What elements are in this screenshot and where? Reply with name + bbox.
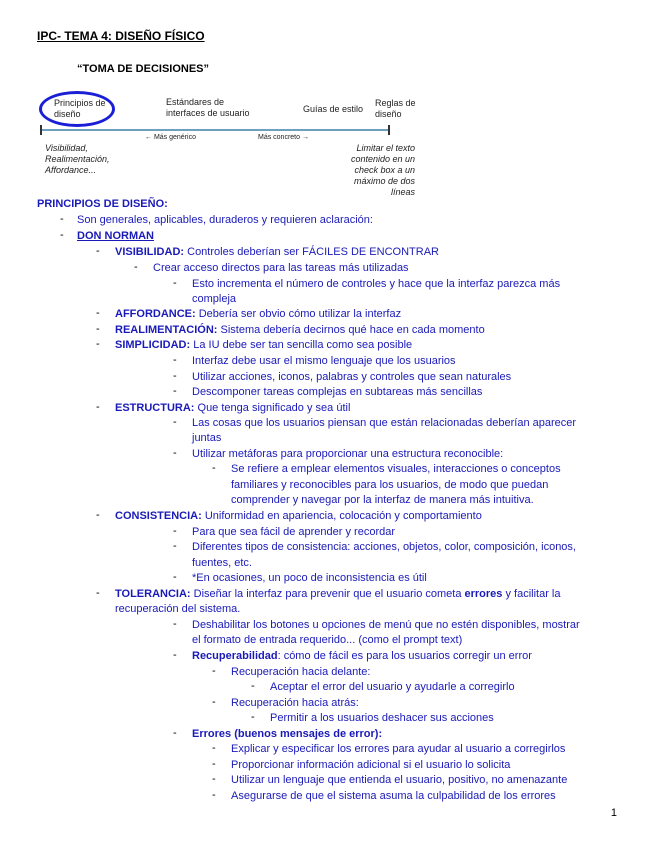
bullet-dash: - <box>173 727 177 739</box>
diagram-left-note: Visibilidad, Realimentación, Affordance... <box>45 143 110 175</box>
bullet-dash: - <box>251 680 255 692</box>
principle-text: Debería ser obvio cómo utilizar la interfaz <box>195 308 402 320</box>
bullet-dash: - <box>173 370 177 382</box>
bullet-dash: - <box>212 462 216 474</box>
axis-tick-left <box>40 125 42 135</box>
principle-text: La IU debe ser tan sencilla como sea posible <box>190 339 413 351</box>
list-item: Interfaz debe usar el mismo lenguaje que los usuarios <box>192 355 456 367</box>
arrow-generic-label: ← Más genérico <box>145 134 196 141</box>
list-item-continuation: fuentes, etc. <box>192 557 252 569</box>
page-number: 1 <box>610 807 617 819</box>
document-subtitle: “TOMA DE DECISIONES” <box>77 63 210 75</box>
principle-key: VISIBILIDAD: <box>115 246 185 258</box>
bullet-dash: - <box>60 229 64 241</box>
principle-key: ESTRUCTURA: <box>115 402 195 414</box>
section-heading: PRINCIPIOS DE DISEÑO: <box>37 198 168 210</box>
subprinciple-errores: Errores (buenos mensajes de error): <box>192 728 383 740</box>
bullet-dash: - <box>212 742 216 754</box>
document-title: IPC- TEMA 4: DISEÑO FÍSICO <box>37 29 205 43</box>
bullet-dash: - <box>134 261 138 273</box>
principle-key: AFFORDANCE: <box>115 308 196 320</box>
list-item: Para que sea fácil de aprender y recordar <box>192 526 396 538</box>
list-item: *En ocasiones, un poco de inconsistencia es útil <box>192 572 427 584</box>
list-item: Utilizar acciones, iconos, palabras y controles que sean naturales <box>192 371 512 383</box>
subprinciple-key: Recuperabilidad <box>192 650 278 662</box>
bullet-dash: - <box>173 571 177 583</box>
diagram-axis-line <box>40 129 390 131</box>
list-item: Recuperación hacia atrás: <box>231 697 359 709</box>
list-item: Aceptar el error del usuario y ayudarle a corregirlo <box>270 681 515 693</box>
list-item-continuation: el formato de entrada requerido... (como el prompt text) <box>192 634 463 646</box>
list-item: Utilizar metáforas para proporcionar una estructura reconocible: <box>192 448 504 460</box>
principle-key: CONSISTENCIA: <box>115 510 202 522</box>
principle-visibilidad <box>115 245 439 259</box>
bullet-dash: - <box>96 245 100 257</box>
bullet-dash: - <box>212 696 216 708</box>
principle-estructura <box>115 401 350 415</box>
list-item: Las cosas que los usuarios piensan que están relacionadas deberían aparecer <box>192 417 577 429</box>
bullet-dash: - <box>96 338 100 350</box>
intro-text: Son generales, aplicables, duraderos y requieren aclaración: <box>77 214 373 226</box>
list-item: Crear acceso directos para las tareas más utilizadas <box>153 262 409 274</box>
bullet-dash: - <box>173 540 177 552</box>
principle-emphasis: errores <box>464 588 503 600</box>
principle-text: Que tenga significado y sea útil <box>194 402 351 414</box>
principle-text: Sistema debería decirnos qué hace en cada momento <box>217 324 485 336</box>
list-item: Deshabilitar los botones u opciones de menú que no estén disponibles, mostrar <box>192 619 580 631</box>
bullet-dash: - <box>212 665 216 677</box>
diagram-right-note: Limitar el texto contenido en un check box a un máximo de dos líneas <box>350 143 415 197</box>
diagram-node-estandares: Estándares de interfaces de usuario <box>166 97 250 118</box>
bullet-dash: - <box>173 416 177 428</box>
bullet-dash: - <box>173 277 177 289</box>
list-item: Permitir a los usuarios deshacer sus acciones <box>270 712 494 724</box>
bullet-dash: - <box>96 323 100 335</box>
author-heading: DON NORMAN <box>77 230 154 242</box>
list-item-continuation: compleja <box>192 293 237 305</box>
bullet-dash: - <box>251 711 255 723</box>
diagram-node-principios: Principios de diseño <box>54 98 106 119</box>
principle-tolerancia <box>115 587 561 601</box>
bullet-dash: - <box>173 649 177 661</box>
bullet-dash: - <box>96 587 100 599</box>
bullet-dash: - <box>173 525 177 537</box>
diagram-node-reglas: Reglas de diseño <box>375 98 416 119</box>
list-item: Esto incrementa el número de controles y hace que la interfaz parezca más <box>192 278 561 290</box>
principle-text: Uniformidad en apariencia, colocación y comportamiento <box>201 510 482 522</box>
diagram-node-guias: Guías de estilo <box>303 104 364 114</box>
bullet-dash: - <box>212 773 216 785</box>
principle-simplicidad <box>115 338 412 352</box>
list-item-continuation: comprender y navegar por la interfaz de manera más intuitiva. <box>231 494 534 506</box>
bullet-dash: - <box>173 618 177 630</box>
subprinciple-text: : cómo de fácil es para los usuarios corregir un error <box>277 650 532 662</box>
subprinciple-recuperabilidad <box>192 649 532 663</box>
list-item: Descomponer tareas complejas en subtareas más sencillas <box>192 386 483 398</box>
principle-text: Controles deberían ser FÁCILES DE ENCONTRAR <box>184 246 439 258</box>
list-item-continuation: juntas <box>192 432 222 444</box>
list-item: Se refiere a emplear elementos visuales, interacciones o conceptos <box>231 463 561 475</box>
bullet-dash: - <box>212 758 216 770</box>
list-item: Proporcionar información adicional si el usuario lo solicita <box>231 759 511 771</box>
list-item-continuation: familiares y reconocibles para los usuarios, de modo que puedan <box>231 479 549 491</box>
principle-continuation: recuperación del sistema. <box>115 603 241 615</box>
list-item: Asegurarse de que el sistema asuma la culpabilidad de los errores <box>231 790 556 802</box>
bullet-dash: - <box>212 789 216 801</box>
bullet-dash: - <box>173 354 177 366</box>
principle-realimentacion <box>115 323 485 337</box>
bullet-dash: - <box>173 385 177 397</box>
list-item: Utilizar un lenguaje que entienda el usuario, positivo, no amenazante <box>231 774 568 786</box>
bullet-dash: - <box>173 447 177 459</box>
principle-affordance <box>115 307 401 321</box>
list-item: Diferentes tipos de consistencia: acciones, objetos, color, composición, iconos, <box>192 541 576 553</box>
arrow-concrete-label: Más concreto → <box>258 134 309 141</box>
bullet-dash: - <box>96 509 100 521</box>
principle-key: SIMPLICIDAD: <box>115 339 191 351</box>
principle-text: Diseñar la interfaz para prevenir que el usuario cometa <box>190 588 465 600</box>
principle-key: REALIMENTACIÓN: <box>115 324 218 336</box>
list-item: Explicar y especificar los errores para ayudar al usuario a corregirlos <box>231 743 566 755</box>
list-item: Recuperación hacia delante: <box>231 666 371 678</box>
bullet-dash: - <box>96 401 100 413</box>
principle-consistencia <box>115 509 482 523</box>
principle-key: TOLERANCIA: <box>115 588 191 600</box>
bullet-dash: - <box>96 307 100 319</box>
axis-tick-right <box>388 125 390 135</box>
principle-text: y facilitar la <box>502 588 561 600</box>
bullet-dash: - <box>60 213 64 225</box>
